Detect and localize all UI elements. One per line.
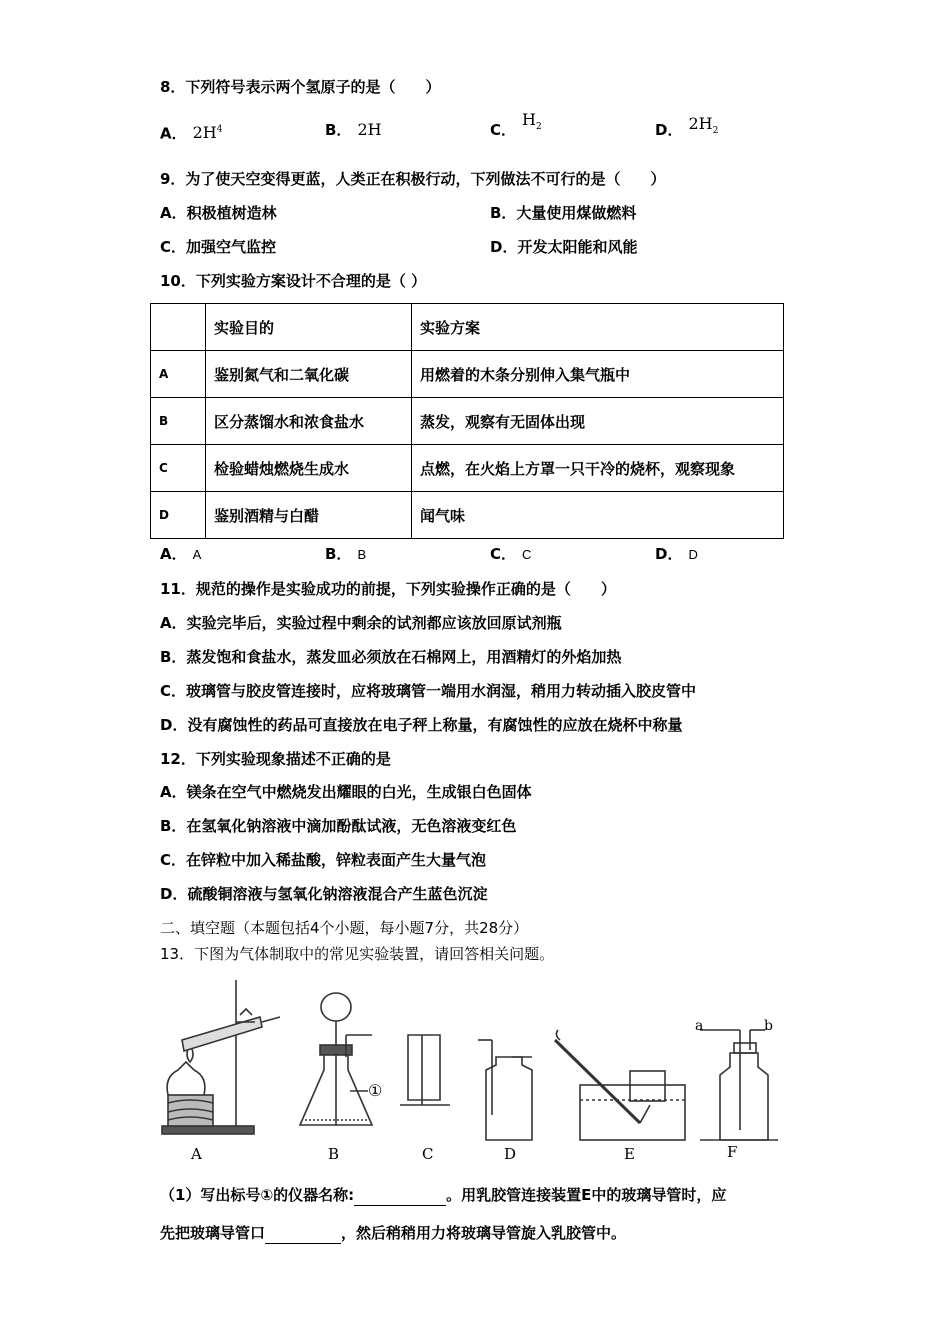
table-cell: 蒸发，观察有无固体出现 bbox=[412, 398, 784, 445]
q10-table bbox=[150, 303, 784, 539]
table-cell: 区分蒸馏水和浓食盐水 bbox=[206, 398, 412, 445]
q8-option-c[interactable] bbox=[490, 110, 542, 147]
q9-stem: 9．为了使天空变得更蓝，人类正在积极行动，下列做法不可行的是（ ） bbox=[160, 170, 666, 188]
apparatus-a-drawing bbox=[162, 980, 280, 1134]
q11-option-c[interactable]: C．玻璃管与胶皮管连接时，应将玻璃管一端用水润湿，稍用力转动插入胶皮管中 bbox=[160, 682, 697, 700]
section-heading: 二、填空题（本题包括4个小题，每小题7分，共28分） bbox=[160, 919, 529, 937]
q13-part1-text-cont: 。用乳胶管连接装置E中的玻璃导管时，应 bbox=[446, 1186, 727, 1204]
table-header bbox=[151, 304, 206, 351]
table-row bbox=[151, 398, 784, 445]
q9-option-d[interactable]: D．开发太阳能和风能 bbox=[490, 238, 638, 256]
option-label: D． bbox=[655, 545, 683, 563]
option-value: D bbox=[688, 547, 698, 562]
q8-option-b[interactable] bbox=[325, 120, 382, 140]
formula-base: 2H bbox=[192, 123, 217, 143]
table-cell: D bbox=[151, 492, 206, 539]
table-cell: C bbox=[151, 445, 206, 492]
q10-stem: 10．下列实验方案设计不合理的是（ ） bbox=[160, 272, 427, 290]
option-value: B bbox=[357, 547, 367, 562]
table-row bbox=[151, 351, 784, 398]
q12-option-b[interactable]: B．在氢氧化钠溶液中滴加酚酞试液，无色溶液变红色 bbox=[160, 817, 517, 835]
apparatus-c-drawing bbox=[400, 1035, 450, 1105]
figure-label-b: B bbox=[328, 1145, 340, 1163]
q12-option-a[interactable]: A．镁条在空气中燃烧发出耀眼的白光，生成银白色固体 bbox=[160, 783, 532, 801]
option-label: B． bbox=[325, 545, 352, 563]
table-cell: 检验蜡烛燃烧生成水 bbox=[206, 445, 412, 492]
option-label: C． bbox=[490, 545, 517, 563]
formula bbox=[688, 114, 719, 137]
option-label: A． bbox=[160, 545, 187, 563]
table-cell: 用燃着的木条分别伸入集气瓶中 bbox=[412, 351, 784, 398]
option-value: C bbox=[522, 547, 532, 562]
marker-1: ① bbox=[368, 1081, 383, 1100]
formula-sup: 4 bbox=[216, 125, 223, 135]
apparatus-f-drawing bbox=[700, 1030, 778, 1140]
apparatus-e-drawing bbox=[555, 1030, 685, 1140]
q10-option-a[interactable] bbox=[160, 544, 201, 565]
answer-blank-1[interactable] bbox=[354, 1185, 446, 1206]
q8-option-d[interactable] bbox=[655, 114, 719, 147]
table-header-row bbox=[151, 304, 784, 351]
q10-option-c[interactable] bbox=[490, 544, 531, 565]
q13-part1-text-cont: ，然后稍稍用力将玻璃导管旋入乳胶管中。 bbox=[341, 1224, 627, 1242]
answer-blank-2[interactable] bbox=[265, 1223, 341, 1244]
apparatus-figure bbox=[160, 975, 790, 1170]
q9-option-c[interactable]: C．加强空气监控 bbox=[160, 238, 277, 256]
q13-stem: 13．下图为气体制取中的常见实验装置，请回答相关问题。 bbox=[160, 945, 555, 963]
q11-option-b[interactable]: B．蒸发饱和食盐水，蒸发皿必须放在石棉网上，用酒精灯的外焰加热 bbox=[160, 648, 622, 666]
q13-part1-line2 bbox=[160, 1223, 626, 1244]
q11-option-a[interactable]: A．实验完毕后，实验过程中剩余的试剂都应该放回原试剂瓶 bbox=[160, 614, 562, 632]
option-label: A． bbox=[160, 124, 187, 143]
q9-option-b[interactable]: B．大量使用煤做燃料 bbox=[490, 204, 637, 222]
apparatus-b-drawing bbox=[300, 993, 372, 1125]
formula-sub: 2 bbox=[535, 122, 542, 133]
q12-option-c[interactable]: C．在锌粒中加入稀盐酸，锌粒表面产生大量气泡 bbox=[160, 851, 487, 869]
formula-base: 2H bbox=[357, 120, 382, 139]
q10-option-d[interactable] bbox=[655, 544, 698, 565]
option-label: B． bbox=[325, 121, 352, 139]
q11-option-d[interactable]: D．没有腐蚀性的药品可直接放在电子秤上称量，有腐蚀性的应放在烧杯中称量 bbox=[160, 716, 683, 734]
q8-option-a[interactable] bbox=[160, 120, 222, 143]
apparatus-d-drawing bbox=[478, 1040, 532, 1140]
figure-label-f: F bbox=[727, 1143, 738, 1161]
formula bbox=[193, 123, 223, 142]
q10-option-b[interactable] bbox=[325, 544, 366, 565]
option-label: C． bbox=[490, 121, 517, 139]
port-b-label: b bbox=[764, 1018, 773, 1034]
formula bbox=[522, 110, 542, 133]
table-header: 实验方案 bbox=[412, 304, 784, 351]
figure-label-d: D bbox=[504, 1145, 517, 1163]
q12-stem: 12．下列实验现象描述不正确的是 bbox=[160, 750, 391, 768]
table-row bbox=[151, 492, 784, 539]
q13-part1-line1 bbox=[160, 1185, 726, 1206]
formula-base: 2H bbox=[688, 114, 713, 133]
table-cell: A bbox=[151, 351, 206, 398]
option-label: D． bbox=[655, 121, 683, 139]
table-cell: 点燃，在火焰上方罩一只干冷的烧杯，观察现象 bbox=[412, 445, 784, 492]
figure-label-a: A bbox=[191, 1145, 202, 1163]
figure-label-e: E bbox=[624, 1145, 635, 1163]
q13-part1-text: （1）写出标号①的仪器名称: bbox=[160, 1186, 355, 1204]
q13-part1-text: 先把玻璃导管口 bbox=[160, 1224, 266, 1242]
table-header: 实验目的 bbox=[206, 304, 412, 351]
q8-stem: 8．下列符号表示两个氢原子的是（ ） bbox=[160, 78, 441, 96]
q9-option-a[interactable]: A．积极植树造林 bbox=[160, 204, 277, 222]
q11-stem: 11．规范的操作是实验成功的前提，下列实验操作正确的是（ ） bbox=[160, 580, 616, 598]
table-cell: B bbox=[151, 398, 206, 445]
table-cell: 鉴别酒精与白醋 bbox=[206, 492, 412, 539]
formula bbox=[357, 120, 381, 139]
table-row bbox=[151, 445, 784, 492]
q12-option-d[interactable]: D．硫酸铜溶液与氢氧化钠溶液混合产生蓝色沉淀 bbox=[160, 885, 488, 903]
table-cell: 鉴别氮气和二氧化碳 bbox=[206, 351, 412, 398]
formula-base: H bbox=[522, 110, 536, 129]
formula-sub: 2 bbox=[712, 126, 719, 137]
port-a-label: a bbox=[695, 1018, 704, 1034]
figure-label-c: C bbox=[422, 1145, 434, 1163]
option-value: A bbox=[192, 547, 202, 562]
apparatus-drawing bbox=[160, 975, 790, 1145]
table-cell: 闻气味 bbox=[412, 492, 784, 539]
